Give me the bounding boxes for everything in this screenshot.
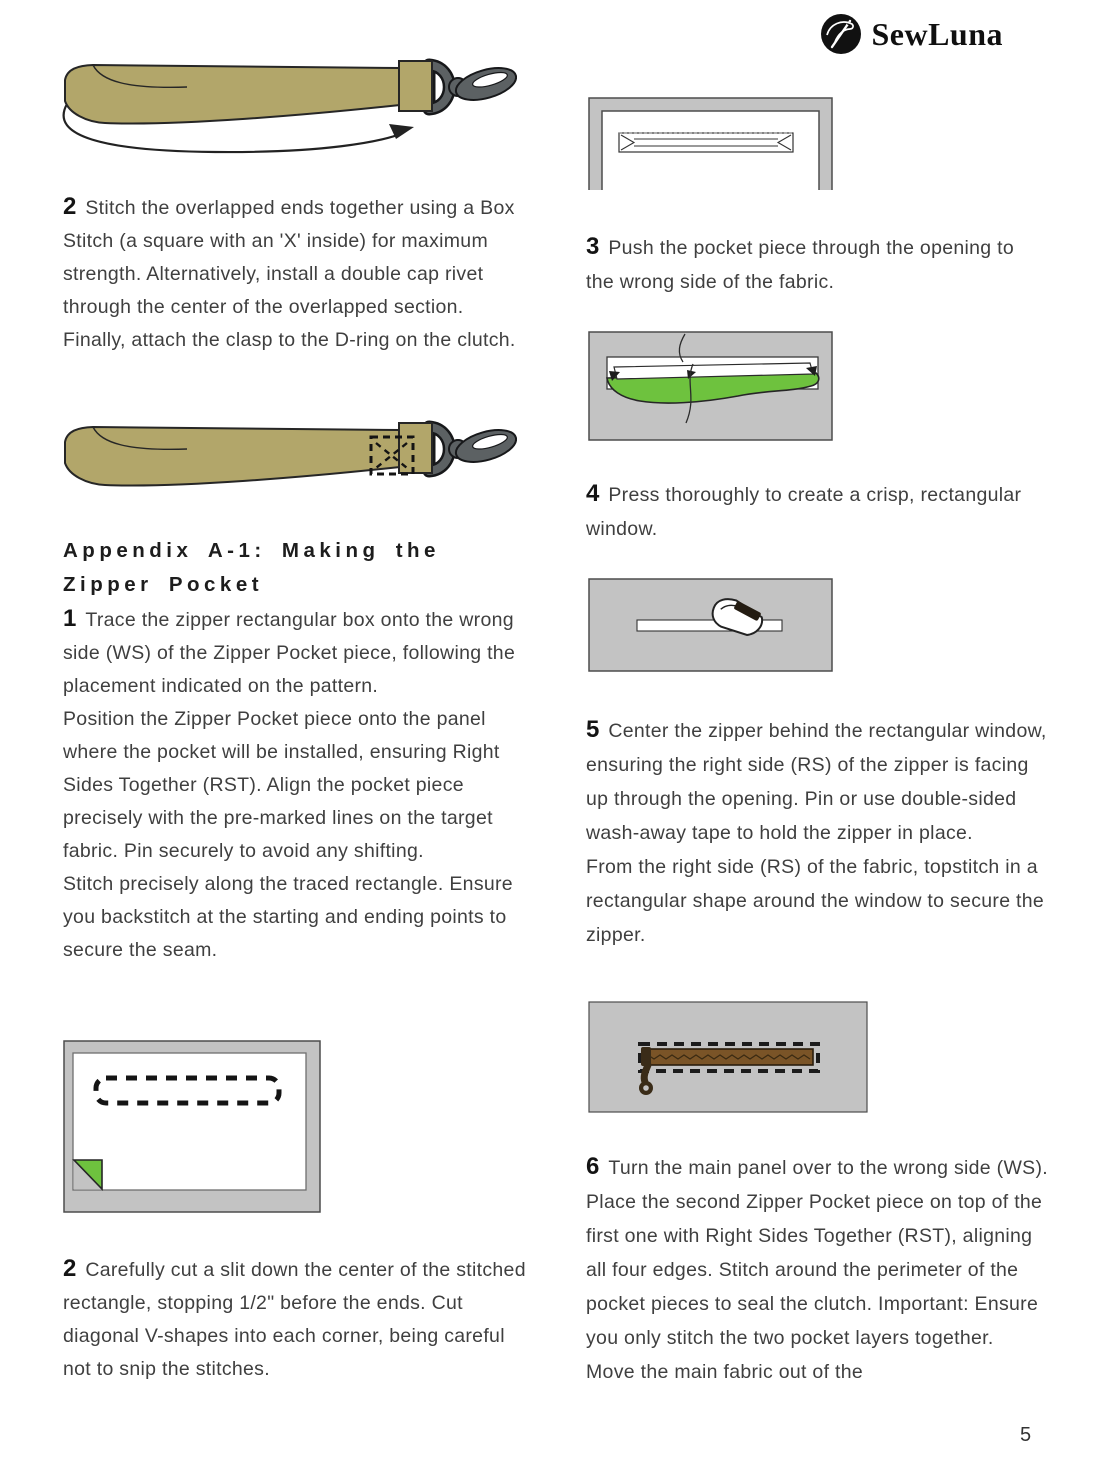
step-number: 2 (63, 1255, 77, 1282)
step-text: Push the pocket piece through the opening to the wrong side of the fabric. (586, 237, 1015, 293)
step-paragraph: Position the Zipper Pocket piece onto the panel where the pocket will be installed, ensuring Right Sides Together (RST). Align the pocket piece precisely with the pre-marked lines on the target fabric. Pin securely to avoid any shifting. (63, 708, 500, 862)
step-text: Center the zipper behind the rectangular window, ensuring the right side (RS) of the zipper is facing up through the opening. Pin or use double-sided wash-away tape to hold the zipper in place. (586, 720, 1047, 844)
iron-press-illustration (588, 578, 833, 672)
installed-zipper-illustration (588, 1001, 868, 1113)
cut-window-illustration (588, 95, 833, 190)
step-text: Carefully cut a slit down the center of the stitched rectangle, stopping 1/2" before the ends. Cut diagonal V-shapes into each corner, being careful not to snip the stitches. (63, 1259, 526, 1380)
step-number: 2 (63, 193, 77, 220)
stitched-rectangle-illustration (63, 1040, 321, 1213)
step-number: 5 (586, 716, 600, 743)
step-text: Stitch the overlapped ends together using a Box Stitch (a square with an 'X' inside) for maximum strength. Alternatively, install a double cap rivet through the center of the overlapped section. Finally, attach the clasp to the D-ring on the clutch. (63, 197, 516, 351)
fabric-through-window-illustration (588, 331, 833, 441)
step-trace-box (63, 602, 525, 967)
brand-name: SewLuna (871, 15, 1003, 52)
step-number: 4 (586, 480, 600, 507)
step-paragraph: Stitch precisely along the traced rectangle. Ensure you backstitch at the starting and ending points to secure the seam. (63, 873, 513, 961)
strap-box-stitch-illustration (55, 418, 517, 506)
needle-thread-icon (820, 13, 862, 55)
brand-logo (820, 13, 1003, 55)
step-number: 6 (586, 1153, 600, 1180)
step-text: Press thoroughly to create a crisp, rectangular window. (586, 484, 1022, 540)
step-center-zipper (586, 713, 1048, 952)
step-paragraph (63, 602, 525, 703)
step-second-pocket (586, 1150, 1048, 1389)
step-cut-slit (63, 1252, 531, 1386)
step-paragraph (586, 713, 1048, 850)
step-text: Turn the main panel over to the wrong side (WS). Place the second Zipper Pocket piece on top of the first one with Right Sides Together (RST), aligning all four edges. Stitch around the perimeter of the pocket pieces to seal the clutch. Important: Ensure you only stitch the two pocket layers together. Move the main fabric out of the (586, 1157, 1048, 1383)
step-paragraph: From the right side (RS) of the fabric, topstitch in a rectangular shape around the window to secure the zipper. (586, 856, 1045, 946)
strap-clasp-arrow-illustration (55, 56, 517, 156)
step-number: 1 (63, 605, 77, 632)
step-push-through (586, 230, 1044, 299)
appendix-heading: Appendix A-1: Making the Zipper Pocket (63, 539, 440, 596)
step-number: 3 (586, 233, 600, 260)
step-attach-clasp (63, 190, 525, 357)
step-text: Trace the zipper rectangular box onto the wrong side (WS) of the Zipper Pocket piece, following the placement indicated on the pattern. (63, 609, 516, 697)
page-number: 5 (1020, 1424, 1032, 1446)
step-press-window (586, 477, 1044, 546)
